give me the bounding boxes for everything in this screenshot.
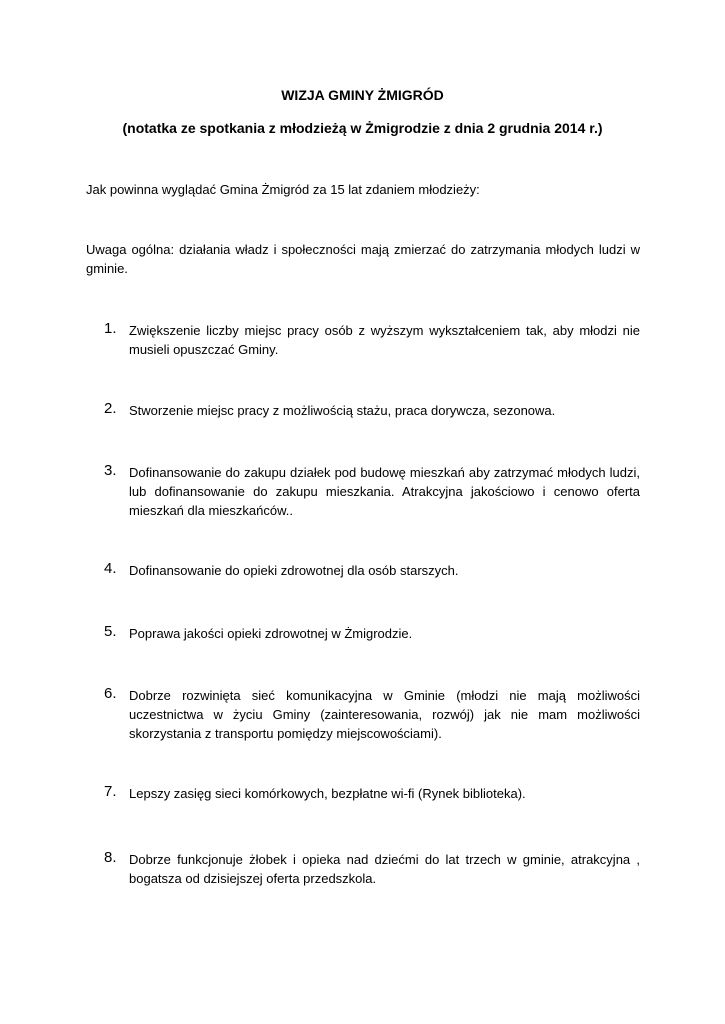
list-item-number: 8. [104, 849, 117, 866]
list-item-text: Lepszy zasięg sieci komórkowych, bezpłatne wi-fi (Rynek biblioteka). [129, 786, 526, 801]
list-item-number: 7. [104, 783, 117, 800]
list-item [104, 321, 640, 359]
document-title: WIZJA GMINY ŻMIGRÓD [281, 87, 444, 103]
list-item-number: 3. [104, 462, 117, 479]
list-item-number: 4. [104, 560, 117, 577]
list-item-number: 1. [104, 320, 117, 337]
list-item-text: Zwiększenie liczby miejsc pracy osób z wyższym wykształceniem tak, aby młodzi nie musieli opuszczać Gminy. [129, 323, 640, 357]
list-item-number: 5. [104, 623, 117, 640]
list-item [104, 686, 640, 743]
list-item [104, 401, 640, 420]
list-item [104, 624, 640, 643]
list-item-text: Stworzenie miejsc pracy z możliwością stażu, praca dorywcza, sezonowa. [129, 403, 556, 418]
list-item [104, 463, 640, 520]
list-item-text: Poprawa jakości opieki zdrowotnej w Żmigrodzie. [129, 626, 413, 641]
intro-paragraph: Jak powinna wyglądać Gmina Żmigród za 15 lat zdaniem młodzieży: [86, 182, 480, 197]
list-item-text: Dofinansowanie do zakupu działek pod budowę mieszkań aby zatrzymać młodych ludzi, lub dofinansowanie do zakupu mieszkania. Atrakcyjna jakościowo i cenowo oferta mieszkań dla mieszkańców.. [129, 465, 640, 518]
list-item-text: Dofinansowanie do opieki zdrowotnej dla osób starszych. [129, 563, 459, 578]
list-item [104, 561, 640, 580]
general-note-paragraph: Uwaga ogólna: działania władz i społeczności mają zmierzać do zatrzymania młodych ludzi w gminie. [86, 242, 640, 276]
list-item-text: Dobrze funkcjonuje żłobek i opieka nad dziećmi do lat trzech w gminie, atrakcyjna , bogatsza od dzisiejszej oferta przedszkola. [129, 852, 640, 886]
list-item-text: Dobrze rozwinięta sieć komunikacyjna w Gminie (młodzi nie mają możliwości uczestnictwa w życiu Gminy (zainteresowania, rozwój) jak nie mam możliwości skorzystania z transportu pomiędzy miejscowościami). [129, 688, 640, 741]
list-item-number: 2. [104, 400, 117, 417]
document-subtitle: (notatka ze spotkania z młodzieżą w Żmigrodzie z dnia 2 grudnia 2014 r.) [122, 120, 603, 136]
list-item [104, 784, 640, 803]
list-item [104, 850, 640, 888]
list-item-number: 6. [104, 685, 117, 702]
